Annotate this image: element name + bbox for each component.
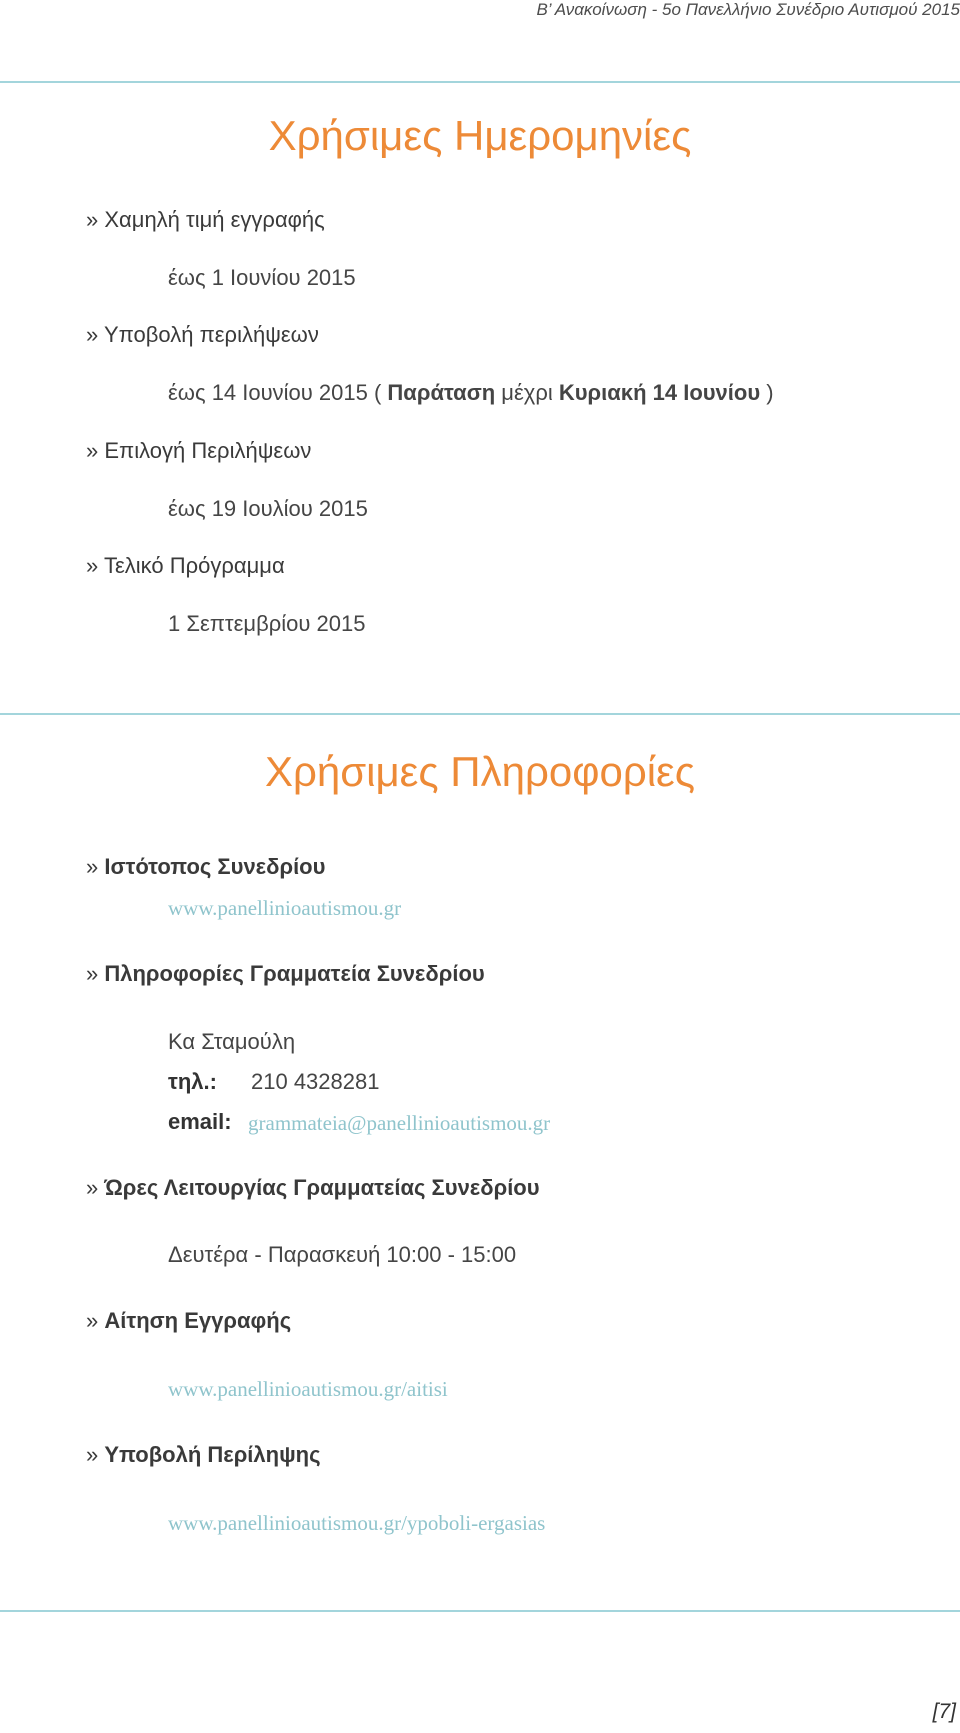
- page-number: [7]: [932, 1700, 956, 1723]
- extended-date: Κυριακή 14 Ιουνίου: [558, 380, 761, 405]
- bullet-marker: »: [86, 207, 99, 232]
- item-label: Αίτηση Εγγραφής: [104, 1308, 292, 1333]
- item-hours: [86, 1175, 540, 1201]
- item-secretariat: [86, 961, 485, 987]
- item-label: Τελικό Πρόγραμμα: [103, 553, 285, 578]
- item-final-program: [86, 553, 285, 579]
- abstract-selection-deadline: έως 19 Ιουλίου 2015: [168, 496, 368, 521]
- extension-label: Παράταση: [387, 380, 496, 405]
- item-label: Υποβολή περιλήψεων: [103, 322, 319, 347]
- item-label: Επιλογή Περιλήψεων: [104, 438, 312, 463]
- bullet-marker: »: [86, 854, 99, 879]
- office-hours: Δευτέρα - Παρασκευή 10:00 - 15:00: [168, 1242, 517, 1267]
- email-label: email:: [168, 1109, 232, 1134]
- item-label: Ιστότοπος Συνεδρίου: [104, 854, 326, 879]
- dates-heading: Χρήσιμες Ημερομηνίες: [268, 112, 692, 159]
- divider-bottom: [0, 1610, 960, 1612]
- info-heading: Χρήσιμες Πληροφορίες: [264, 748, 696, 795]
- website-link[interactable]: www.panellinioautismou.gr: [168, 896, 402, 920]
- phone-number: 210 4328281: [251, 1069, 380, 1094]
- item-early-registration: [86, 207, 325, 233]
- item-submission: [86, 1442, 321, 1468]
- item-abstract-selection: [86, 438, 311, 464]
- bullet-marker: »: [86, 438, 99, 463]
- bullet-marker: »: [86, 322, 99, 347]
- abstract-submission-deadline: [168, 380, 774, 406]
- item-label: Χαμηλή τιμή εγγραφής: [104, 207, 325, 232]
- closing-paren: ): [760, 380, 774, 405]
- until-text: μέχρι: [495, 380, 559, 405]
- item-label: Πληροφορίες Γραμματεία Συνεδρίου: [104, 961, 485, 986]
- item-website: [86, 854, 325, 880]
- divider-middle: [0, 713, 960, 715]
- item-registration: [86, 1308, 291, 1334]
- early-registration-deadline: έως 1 Ιουνίου 2015: [168, 265, 356, 290]
- phone-label: τηλ.:: [168, 1069, 217, 1094]
- bullet-marker: »: [86, 961, 99, 986]
- bullet-marker: »: [86, 1442, 99, 1467]
- deadline-text: έως 14 Ιουνίου 2015 (: [168, 380, 388, 405]
- divider-top: [0, 81, 960, 83]
- bullet-marker: »: [86, 1308, 99, 1333]
- bullet-marker: »: [86, 1175, 99, 1200]
- contact-name: Κα Σταμούλη: [168, 1029, 296, 1054]
- item-label: Υποβολή Περίληψης: [104, 1442, 321, 1467]
- item-abstract-submission: [86, 322, 319, 348]
- running-header: Β’ Ανακοίνωση - 5ο Πανελλήνιο Συνέδριο Αυτισμού 2015: [536, 0, 960, 19]
- registration-link[interactable]: www.panellinioautismou.gr/aitisi: [168, 1377, 448, 1401]
- bullet-marker: »: [86, 553, 99, 578]
- submission-link[interactable]: www.panellinioautismou.gr/ypoboli-ergasias: [168, 1511, 546, 1535]
- final-program-date: 1 Σεπτεμβρίου 2015: [168, 611, 366, 636]
- item-label: Ώρες Λειτουργίας Γραμματείας Συνεδρίου: [104, 1175, 540, 1200]
- email-link[interactable]: grammateia@panellinioautismou.gr: [248, 1111, 551, 1135]
